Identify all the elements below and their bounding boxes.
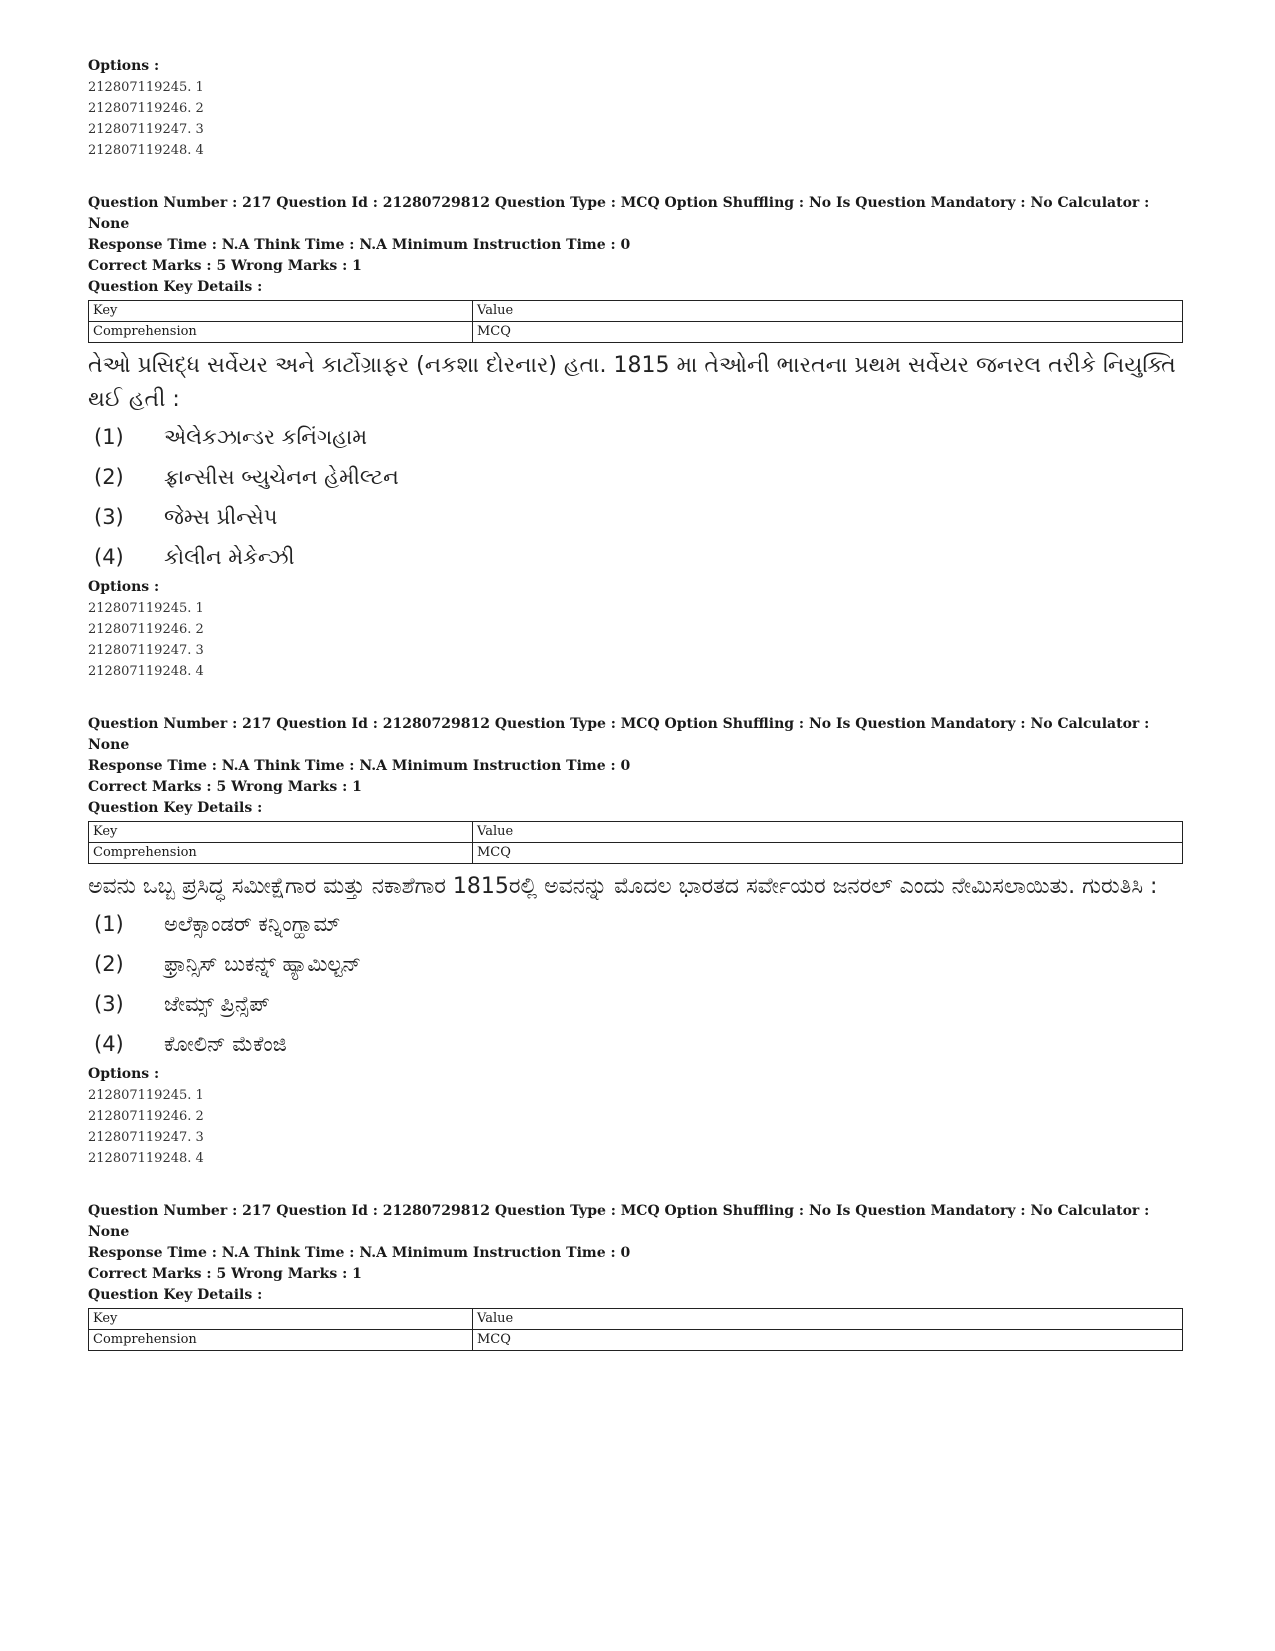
option-id: 212807119248. 4: [88, 664, 204, 679]
table-header-row: [89, 1309, 1183, 1330]
option-id: 212807119247. 3: [88, 1130, 204, 1145]
option-id: 212807119246. 2: [88, 101, 204, 116]
question-section-next: [88, 1201, 1188, 1351]
question-timing: Response Time : N.A Think Time : N.A Minimum Instruction Time : 0: [88, 1245, 631, 1261]
table-header-key: Key: [89, 822, 473, 843]
choice-text: કોલીન મેકેન્ઝી: [164, 545, 295, 569]
table-header-value: Value: [473, 301, 1183, 322]
option-id: 212807119246. 2: [88, 622, 204, 637]
question-key-table: [88, 1308, 1183, 1351]
choice-number: (2): [94, 952, 124, 976]
answer-choice: [88, 1024, 1188, 1064]
question-marks: Correct Marks : 5 Wrong Marks : 1: [88, 1266, 362, 1282]
answer-choice: [88, 457, 1188, 497]
table-header-value: Value: [473, 1309, 1183, 1330]
choice-number: (1): [94, 912, 124, 936]
choice-number: (2): [94, 465, 124, 489]
question-meta: Question Number : 217 Question Id : 21280729812 Question Type : MCQ Option Shuffling : No Is Question Mandatory : No Calculator : None: [88, 716, 1150, 753]
choice-number: (1): [94, 425, 124, 449]
options-heading: Options :: [88, 58, 160, 74]
option-id: 212807119248. 4: [88, 1151, 204, 1166]
question-key-details-label: Question Key Details :: [88, 800, 263, 816]
answer-choice: [88, 944, 1188, 984]
question-meta: Question Number : 217 Question Id : 21280729812 Question Type : MCQ Option Shuffling : No Is Question Mandatory : No Calculator : None: [88, 195, 1150, 232]
answer-choice: [88, 904, 1188, 944]
question-text: ಅವನು ಒಬ್ಬ ಪ್ರಸಿದ್ಧ ಸಮೀಕ್ಷೆಗಾರ ಮತ್ತು ನಕಾಶೆಗಾರ 1815ರಲ್ಲಿ ಅವನನ್ನು ಮೊದಲ ಭಾರತದ ಸರ್ವೇಯರ ಜನರಲ್ ಎಂದು ನೇಮಿಸಲಾಯಿತು. ಗುರುತಿಸಿ :: [88, 874, 1158, 899]
question-text: તેઓ પ્રસિદ્ધ સર્વેયર અને કાર્ટોગ્રાફર (નકશા દોરનાર) હતા. 1815 મા તેઓની ભારતના પ્રથમ સર્વેયર જનરલ તરીકે નિયુક્તિ થઈ હતી :: [88, 353, 1176, 412]
choice-text: ફ્રાન્સીસ બ્યુચેનન હેમીલ્ટન: [164, 465, 399, 489]
choice-text: ಜೇಮ್ಸ್ ಪ್ರಿನ್ಸೆಪ್: [164, 992, 270, 1016]
question-meta: Question Number : 217 Question Id : 21280729812 Question Type : MCQ Option Shuffling : No Is Question Mandatory : No Calculator : None: [88, 1203, 1150, 1240]
question-timing: Response Time : N.A Think Time : N.A Minimum Instruction Time : 0: [88, 758, 631, 774]
table-header-row: [89, 822, 1183, 843]
options-heading: Options :: [88, 1066, 160, 1082]
question-timing: Response Time : N.A Think Time : N.A Minimum Instruction Time : 0: [88, 237, 631, 253]
choice-number: (4): [94, 1032, 124, 1056]
table-cell-key: Comprehension: [89, 1330, 473, 1351]
table-header-key: Key: [89, 1309, 473, 1330]
answer-choice: [88, 497, 1188, 537]
choice-number: (3): [94, 992, 124, 1016]
answer-choice: [88, 984, 1188, 1024]
question-section-gujarati: [88, 193, 1188, 682]
choice-text: ಫ್ರಾನ್ಸಿಸ್ ಬುಕನ್ನ್ ಹ್ಯಾಮಿಲ್ಟನ್: [164, 952, 361, 976]
choice-text: જેમ્સ પ્રીન્સેપ: [164, 505, 278, 529]
table-header-key: Key: [89, 301, 473, 322]
option-id: 212807119245. 1: [88, 1088, 204, 1103]
option-id: 212807119248. 4: [88, 143, 204, 158]
question-key-details-label: Question Key Details :: [88, 1287, 263, 1303]
option-id: 212807119247. 3: [88, 122, 204, 137]
table-header-row: [89, 301, 1183, 322]
question-section-kannada: [88, 714, 1188, 1169]
choice-number: (3): [94, 505, 124, 529]
choice-text: ಕೋಲಿನ್ ಮೆಕೆಂಜಿ: [164, 1032, 287, 1056]
question-key-table: [88, 300, 1183, 343]
table-cell-key: Comprehension: [89, 843, 473, 864]
table-row: [89, 1330, 1183, 1351]
table-cell-value: MCQ: [473, 1330, 1183, 1351]
option-id: 212807119246. 2: [88, 1109, 204, 1124]
option-id: 212807119247. 3: [88, 643, 204, 658]
choice-number: (4): [94, 545, 124, 569]
table-cell-value: MCQ: [473, 322, 1183, 343]
options-heading: Options :: [88, 579, 160, 595]
question-key-details-label: Question Key Details :: [88, 279, 263, 295]
option-id: 212807119245. 1: [88, 601, 204, 616]
table-header-value: Value: [473, 822, 1183, 843]
table-row: [89, 843, 1183, 864]
option-id: 212807119245. 1: [88, 80, 204, 95]
answer-choice: [88, 417, 1188, 457]
answer-choice: [88, 537, 1188, 577]
question-marks: Correct Marks : 5 Wrong Marks : 1: [88, 779, 362, 795]
table-row: [89, 322, 1183, 343]
question-key-table: [88, 821, 1183, 864]
choice-text: ಅಲೆಕ್ಸಾಂಡರ್ ಕನ್ನಿಂಗ್ಹಾಮ್: [164, 912, 341, 936]
document-page: [88, 56, 1188, 1351]
options-block-top: [88, 56, 1188, 161]
choice-text: એલેકઝાન્ડર કનિંગહામ: [164, 425, 368, 449]
question-marks: Correct Marks : 5 Wrong Marks : 1: [88, 258, 362, 274]
table-cell-value: MCQ: [473, 843, 1183, 864]
table-cell-key: Comprehension: [89, 322, 473, 343]
